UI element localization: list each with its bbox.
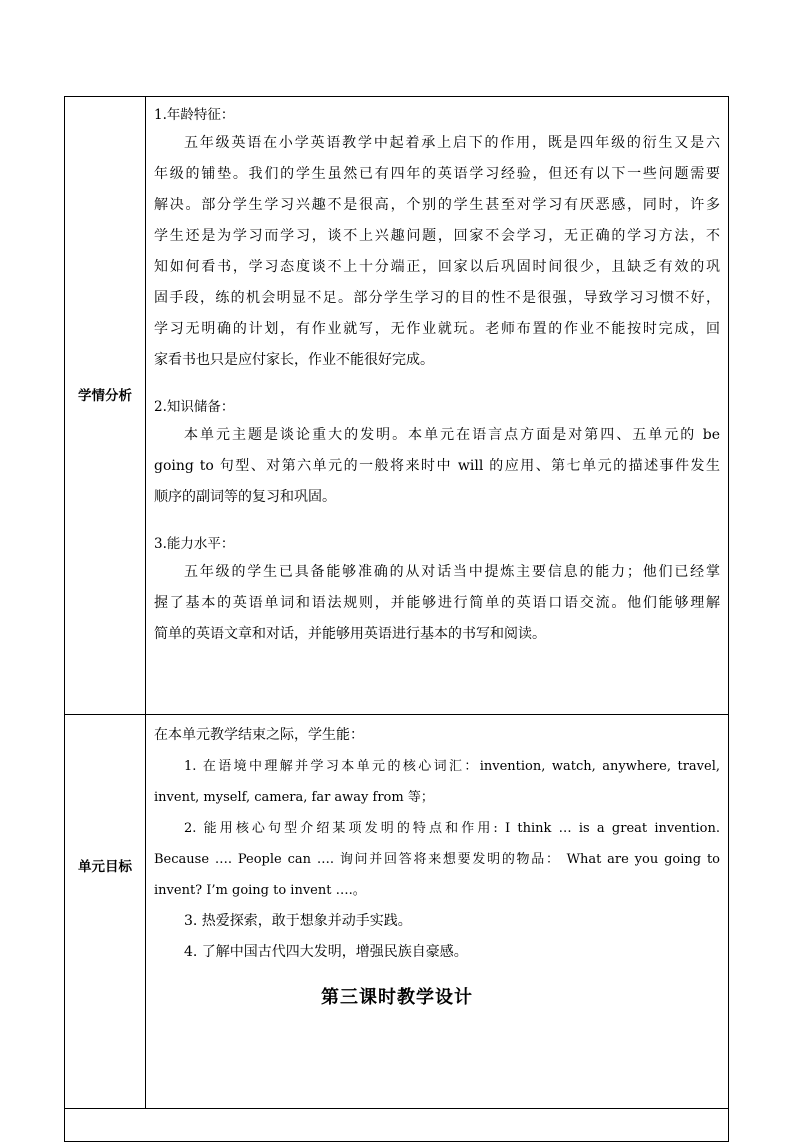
age-paragraph-line: 年级的铺垫。我们的学生虽然已有四年的英语学习经验，但还有以下一些问题需要 bbox=[154, 166, 720, 182]
goal-line: 4. 了解中国古代四大发明，增强民族自豪感。 bbox=[184, 944, 468, 960]
goal-line: Because …. People can …. 询问并回答将来想要发明的物品： What are you going to bbox=[154, 852, 720, 867]
goal-line: invent? I’m going to invent ….。 bbox=[154, 883, 366, 898]
table-row-unit-goals bbox=[65, 715, 729, 1109]
goals-intro: 在本单元教学结束之际，学生能： bbox=[154, 727, 364, 743]
empty-cell bbox=[65, 1109, 729, 1142]
goal-line: invent, myself, camera, far away from 等； bbox=[154, 790, 434, 805]
age-paragraph-line: 知如何看书，学习态度谈不上十分端正，回家以后巩固时间很少，且缺乏有效的巩 bbox=[154, 259, 720, 275]
table-row-empty bbox=[65, 1109, 729, 1142]
age-paragraph-line: 学习无明确的计划，有作业就写，无作业就玩。老师布置的作业不能按时完成，回 bbox=[154, 321, 720, 337]
row-label-unit-goals: 单元目标 bbox=[65, 715, 146, 1109]
ability-paragraph-line: 握了基本的英语单词和语法规则，并能够进行简单的英语口语交流。他们能够理解 bbox=[154, 595, 720, 611]
ability-paragraph-line: 五年级的学生已具备能够准确的从对话当中提炼主要信息的能力；他们已经掌 bbox=[184, 564, 720, 580]
document-title: 第三课时教学设计 bbox=[321, 987, 473, 1008]
age-paragraph-line: 固手段，练的机会明显不足。部分学生学习的目的性不是很强，导致学习习惯不好， bbox=[154, 290, 720, 306]
goal-line: 3. 热爱探索，敢于想象并动手实践。 bbox=[184, 913, 412, 929]
paragraph-gap bbox=[154, 376, 720, 394]
age-paragraph-line: 学生还是为学习而学习，谈不上兴趣问题，回家不会学习，无正确的学习方法，不 bbox=[154, 228, 720, 244]
goal-line: 2. 能用核心句型介绍某项发明的特点和作用: I think … is a great invention. bbox=[184, 821, 720, 836]
unit-goals-content bbox=[146, 715, 729, 1109]
age-paragraph-line: 家看书也只是应付家长，作业不能很好完成。 bbox=[154, 352, 434, 368]
age-paragraph-line: 五年级英语在小学英语教学中起着承上启下的作用，既是四年级的衍生又是六 bbox=[184, 135, 720, 151]
table-row-learner-analysis bbox=[65, 97, 729, 715]
knowledge-paragraph-line: 顺序的副词等的复习和巩固。 bbox=[154, 489, 336, 505]
age-heading: 1.年龄特征： bbox=[154, 107, 235, 123]
knowledge-paragraph-line: going to 句型、对第六单元的一般将来时中 will 的应用、第七单元的描述事件发生 bbox=[154, 458, 720, 474]
learner-analysis-content bbox=[146, 97, 729, 715]
goal-line: 1. 在语境中理解并学习本单元的核心词汇：invention, watch, anywhere, travel, bbox=[184, 759, 720, 774]
row-label-learner-analysis: 学情分析 bbox=[65, 97, 146, 715]
knowledge-heading: 2.知识储备： bbox=[154, 399, 235, 415]
ability-heading: 3.能力水平： bbox=[154, 536, 235, 552]
paragraph-gap bbox=[154, 513, 720, 531]
knowledge-paragraph-line: 本单元主题是谈论重大的发明。本单元在语言点方面是对第四、五单元的 be bbox=[184, 427, 720, 443]
age-paragraph-line: 解决。部分学生学习兴趣不是很高，个别的学生甚至对学习有厌恶感，同时，许多 bbox=[154, 197, 720, 213]
ability-paragraph-line: 简单的英语文章和对话，并能够用英语进行基本的书写和阅读。 bbox=[154, 626, 546, 642]
